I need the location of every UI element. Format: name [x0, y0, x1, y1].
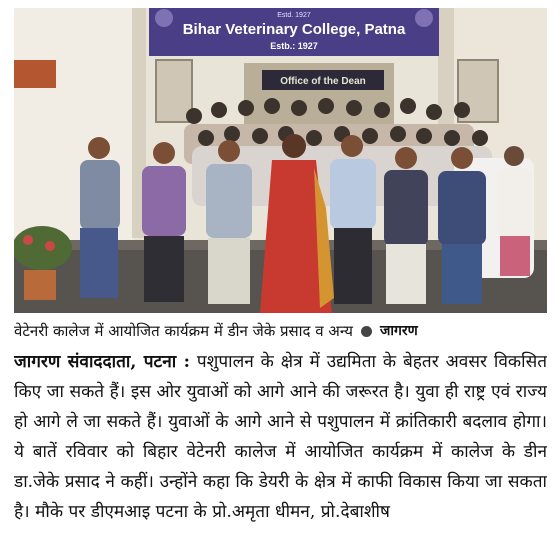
news-article	[14, 347, 547, 560]
article-paragraph	[14, 347, 547, 527]
office-sign: Office of the Dean	[280, 76, 366, 87]
bullet-icon	[361, 326, 372, 337]
banner-title: Bihar Veterinary College, Patna	[182, 21, 406, 38]
group-photo	[14, 8, 547, 313]
banner-top-text: Estd. 1927	[277, 12, 311, 19]
photo-caption	[14, 318, 547, 344]
article-byline: जागरण संवाददाता, पटना :	[14, 352, 190, 372]
caption-source: जागरण	[379, 323, 418, 339]
caption-text: वेटेनरी कालेज में आयोजित कार्यक्रम में डीन जेके प्रसाद व अन्य	[14, 322, 353, 340]
article-body: पशुपालन के क्षेत्र में उद्यमिता के बेहतर अवसर विकसित किए जा सकते हैं। इस ओर युवाओं को आगे आने की जरूरत है। युवा ही राष्ट्र एवं राज्य हो आगे ले जा सकते हैं। युवाओं के आगे आने से पशुपालन में क्रांतिकारी बदलाव होगा। ये बातें रविवार को बिहार वेटेनरी कालेज में आयोजित कार्यक्रम में कालेज के डीन डा.जेके प्रसाद ने कहीं। उन्होंने कहा कि डेयरी के क्षेत्र में काफी विकास किया जा सकता है। मौके पर डीएमआइ पटना के प्रो.अमृता धीमन, प्रो.देबाशीष	[14, 352, 547, 522]
banner-year: Estb.: 1927	[270, 41, 318, 51]
